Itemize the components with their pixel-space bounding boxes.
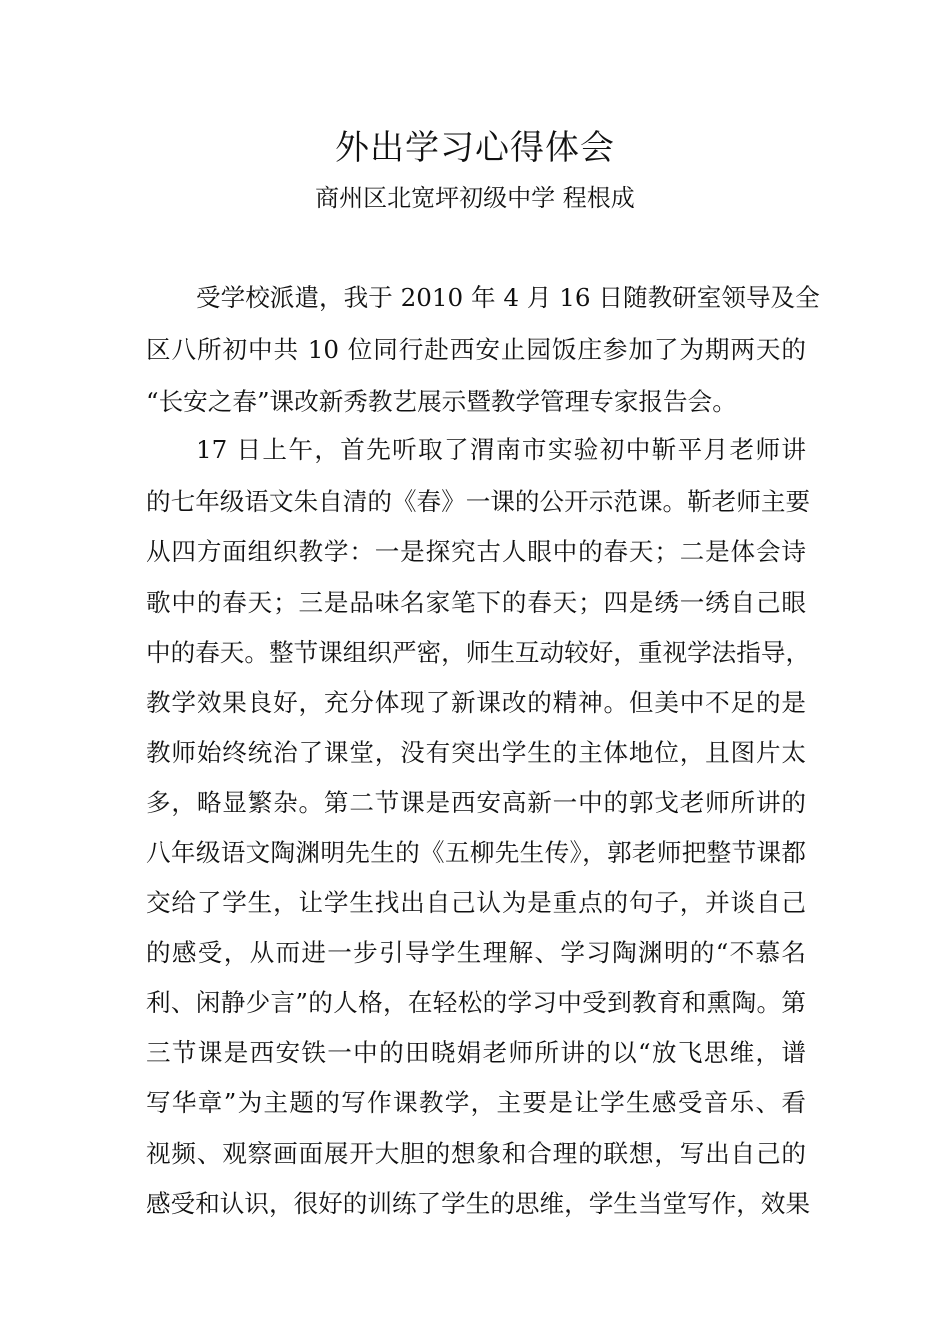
document-title: 外出学习心得体会 <box>335 128 615 168</box>
paragraph-2-line-14: 写华章”为主题的写作课教学，主要是让学生感受音乐、看 <box>146 1088 806 1117</box>
paragraph-2-line-15: 视频、观察画面展开大胆的想象和合理的联想，写出自己的 <box>146 1139 806 1168</box>
paragraph-2-line-12: 利、闲静少言”的人格，在轻松的学习中受到教育和熏陶。第 <box>146 988 806 1017</box>
paragraph-2-line-10: 交给了学生，让学生找出自己认为是重点的句子，并谈自己 <box>146 888 806 917</box>
paragraph-1-line-3: “长安之春”课改新秀教艺展示暨教学管理专家报告会。 <box>146 387 737 416</box>
paragraph-2-line-3: 从四方面组织教学：一是探究古人眼中的春天；二是体会诗 <box>146 537 806 566</box>
paragraph-1-line-1: 受学校派遣，我于 2010 年 4 月 16 日随教研室领导及全 <box>196 283 820 312</box>
paragraph-2-line-2: 的七年级语文朱自清的《春》一课的公开示范课。靳老师主要 <box>146 487 811 516</box>
paragraph-2-line-4: 歌中的春天；三是品味名家笔下的春天；四是绣一绣自己眼 <box>146 588 806 617</box>
paragraph-2-line-8: 多，略显繁杂。第二节课是西安高新一中的郭戈老师所讲的 <box>146 788 806 817</box>
paragraph-2-line-6: 教学效果良好，充分体现了新课改的精神。但美中不足的是 <box>146 688 806 717</box>
paragraph-2-line-11: 的感受，从而进一步引导学生理解、学习陶渊明的“不慕名 <box>146 938 806 967</box>
paragraph-2-line-16: 感受和认识，很好的训练了学生的思维，学生当堂写作，效果 <box>146 1189 811 1218</box>
paragraph-1-line-2: 区八所初中共 10 位同行赴西安止园饭庄参加了为期两天的 <box>146 335 806 364</box>
paragraph-2-line-9: 八年级语文陶渊明先生的《五柳先生传》，郭老师把整节课都 <box>146 838 806 867</box>
paragraph-2-line-13: 三节课是西安铁一中的田晓娟老师所讲的以“放飞思维，谱 <box>146 1038 806 1067</box>
author-line: 商州区北宽坪初级中学 程根成 <box>315 184 635 212</box>
paragraph-2-line-7: 教师始终统治了课堂，没有突出学生的主体地位，且图片太 <box>146 738 806 767</box>
paragraph-2-line-1: 17 日上午，首先听取了渭南市实验初中靳平月老师讲 <box>196 435 806 464</box>
paragraph-2-line-5: 中的春天。整节课组织严密，师生互动较好，重视学法指导， <box>146 638 811 667</box>
